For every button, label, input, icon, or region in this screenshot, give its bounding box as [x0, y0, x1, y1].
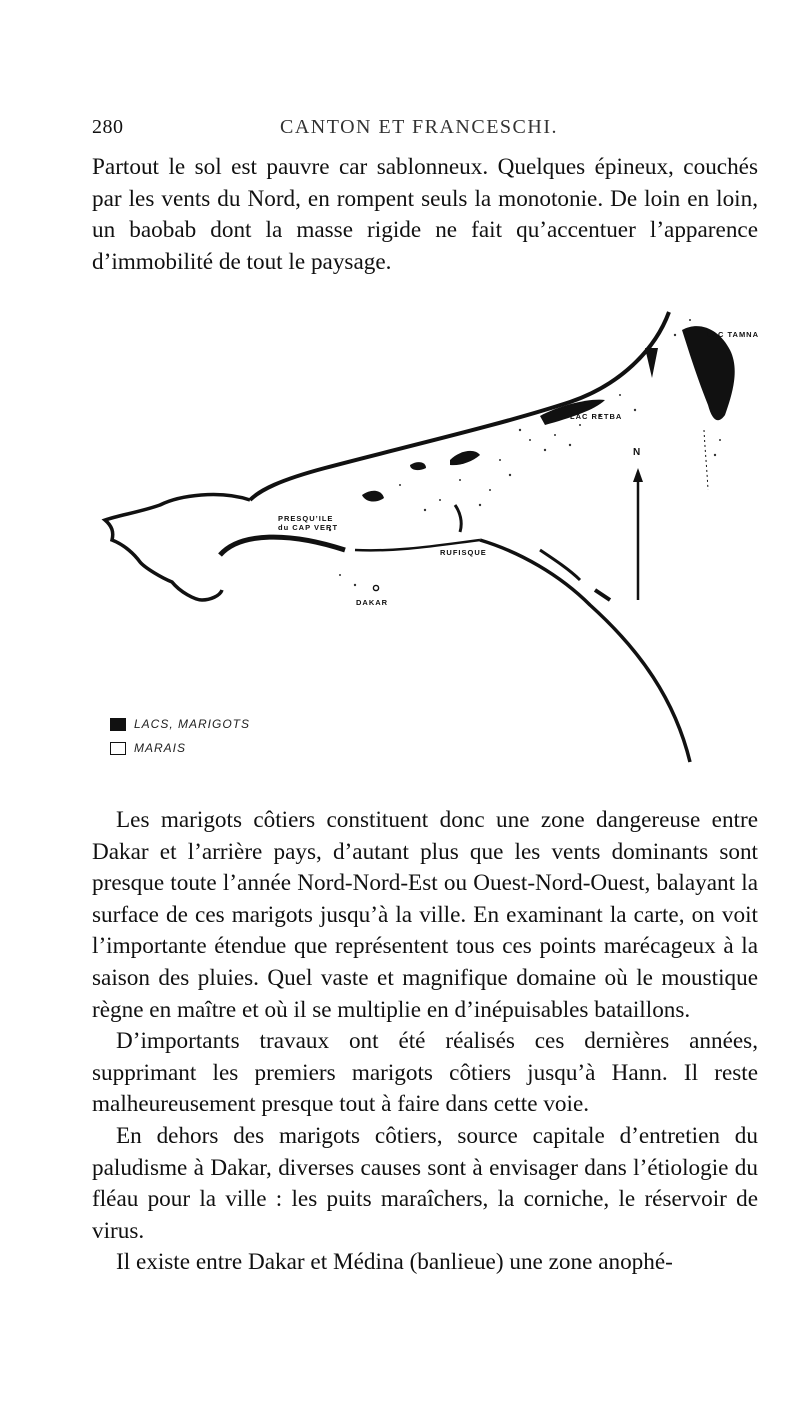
legend-label: LACS, MARIGOTS	[134, 717, 251, 731]
paragraph: D’importants travaux ont été réalisés ces dernières années, supprimant les premiers marigots côtiers jusqu’à Hann. Il reste malheureusement presque tout à faire dans cette voie.	[92, 1028, 758, 1118]
legend-swatch-filled	[110, 718, 126, 731]
page-number: 280	[92, 116, 124, 138]
marigot-3	[362, 491, 384, 502]
south-coastline-east	[480, 540, 690, 762]
north-arrow-head	[633, 468, 643, 482]
map-legend	[110, 712, 250, 760]
east-coast-line	[704, 430, 708, 490]
dakar-marker	[373, 585, 378, 590]
label-presquile-line1: PRESQU’ILE	[278, 514, 334, 523]
paragraph: Les marigots côtiers constituent donc une zone dangereuse entre Dakar et l’arrière pays, d’autant plus que les vents dominants sont presque toute l’année Nord-Nord-Est ou Ouest-Nord-Ouest, balayant la surface de ces marigots jusqu’à la ville. En examinant la carte, on voit l’importante étendue que représentent tous ces points marécageux à la saison des pluies. Quel vaste et magnifique domaine où le moustique règne en maître et où il se multiplie en d’inépuisables bataillons.	[92, 807, 758, 1023]
legend-item-lacs	[110, 712, 250, 736]
legend-item-marais	[110, 736, 250, 760]
bottom-text	[92, 805, 758, 1279]
south-coastline	[220, 537, 345, 555]
marigot-6	[540, 550, 580, 580]
marigot-5	[455, 505, 461, 532]
legend-label: MARAIS	[134, 741, 187, 755]
running-head: CANTON ET FRANCESCHI.	[279, 116, 558, 138]
label-presquile	[278, 514, 338, 532]
lac-tamna	[682, 326, 735, 420]
map-figure	[100, 300, 750, 780]
paragraph: Partout le sol est pauvre car sablonneux. Quelques épineux, couchés par les vents du Nord, en rompent seuls la monotonie. De loin en loin, un baobab dont la masse rigide ne fait qu’accentuer l’apparence d’immobilité de tout le paysage.	[92, 154, 758, 275]
marigot-1	[450, 451, 480, 465]
label-dakar: DAKAR	[356, 598, 389, 607]
north-coastline	[250, 312, 669, 500]
label-lac-tamna: LAC TAMNA	[706, 330, 760, 339]
label-north: N	[633, 447, 642, 458]
paragraph: Il existe entre Dakar et Médina (banlieue) une zone anophé-	[116, 1249, 673, 1276]
page-header	[92, 116, 746, 146]
marigot-2	[410, 462, 426, 470]
label-presquile-line2: du CAP VERT	[278, 523, 339, 532]
legend-swatch-open	[110, 742, 126, 755]
marigot-7	[595, 590, 610, 600]
top-text	[92, 152, 758, 278]
marigot-4	[645, 348, 658, 378]
paragraph: En dehors des marigots côtiers, source capitale d’entretien du paludisme à Dakar, diverses causes sont à envisager dans l’étiologie du fléau pour la ville : les puits maraîchers, la corniche, le réservoir de virus.	[92, 1122, 758, 1244]
label-lac-retba: LAC RETBA	[570, 412, 623, 421]
label-rufisque: RUFISQUE	[440, 548, 487, 557]
